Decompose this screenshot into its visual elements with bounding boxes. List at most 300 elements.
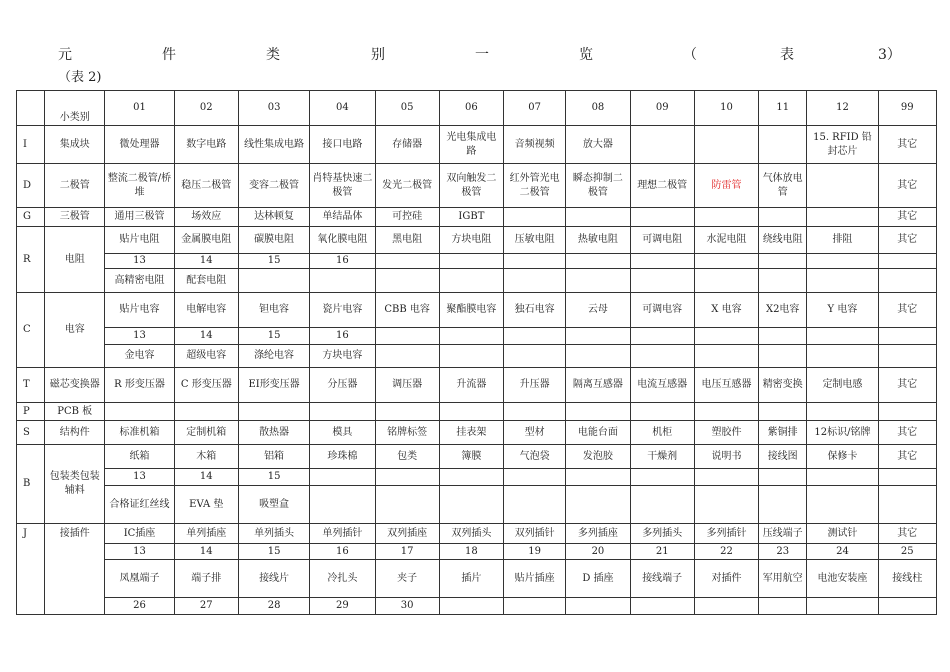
- title-char: 一: [475, 47, 489, 63]
- table-cell: [566, 328, 630, 345]
- table-cell: [807, 598, 878, 615]
- row-code: I: [17, 126, 45, 164]
- table-cell: [878, 469, 936, 486]
- table-cell: [566, 486, 630, 524]
- table-cell: X2电容: [759, 293, 807, 328]
- table-cell: [807, 403, 878, 421]
- table-cell: [807, 164, 878, 208]
- table-cell: 聚酯膜电容: [439, 293, 503, 328]
- table-cell: [630, 345, 694, 368]
- table-cell: 保修卡: [807, 445, 878, 469]
- table-cell: [504, 254, 566, 269]
- table-cell: 隔离互感器: [566, 368, 630, 403]
- table-cell: 双列插针: [504, 524, 566, 544]
- header-col: 11: [759, 91, 807, 126]
- table-cell: 独石电容: [504, 293, 566, 328]
- table-cell: 合格证红丝线: [105, 486, 174, 524]
- table-cell: 方块电阻: [439, 227, 503, 254]
- table-cell: [439, 254, 503, 269]
- table-cell: 精密变换: [759, 368, 807, 403]
- table-cell: [439, 486, 503, 524]
- table-cell: [759, 445, 807, 469]
- table-cell: 压线端子: [759, 524, 807, 544]
- table-cell: [310, 164, 375, 208]
- table-cell: 其它: [878, 524, 936, 544]
- table-cell: 变容二极管: [238, 164, 309, 208]
- table-cell: 冷扎头: [310, 560, 375, 598]
- table-row: [17, 469, 937, 486]
- table-cell: [566, 403, 630, 421]
- header-col: 10: [694, 91, 758, 126]
- table-cell: 模具: [310, 421, 375, 445]
- table-cell: [566, 208, 630, 227]
- table-cell: 稳压二极管: [174, 164, 238, 208]
- table-cell: [694, 403, 758, 421]
- table-cell: 达林顿复: [238, 208, 309, 227]
- table-cell: [375, 469, 439, 486]
- table-cell: [504, 269, 566, 293]
- table-cell: 超级电容: [174, 345, 238, 368]
- header-code-cell: [17, 91, 45, 126]
- table-cell: [807, 269, 878, 293]
- table-row: [17, 560, 937, 598]
- title-char: 件: [162, 47, 176, 63]
- component-category-table: [16, 90, 937, 615]
- table-cell: [878, 328, 936, 345]
- row-category: 接插件: [45, 524, 105, 615]
- table-cell: 21: [630, 544, 694, 560]
- table-cell: 电流互感器: [630, 368, 694, 403]
- table-cell: [878, 269, 936, 293]
- table-cell: 可调电容: [630, 293, 694, 328]
- table-cell: [630, 403, 694, 421]
- table-cell: [759, 403, 807, 421]
- table-cell: [375, 486, 439, 524]
- header-col: 05: [375, 91, 439, 126]
- table-cell: 14: [174, 254, 238, 269]
- table-cell: 接口电路: [310, 126, 375, 164]
- table-row: [17, 227, 937, 254]
- table-cell: 排阻: [807, 227, 878, 254]
- table-cell: [694, 598, 758, 615]
- cell-text: 绕线电阻: [762, 234, 803, 245]
- table-cell: 水泥电阻: [694, 227, 758, 254]
- table-cell: 19: [504, 544, 566, 560]
- row-category: 三极管: [45, 208, 105, 227]
- table-cell: 其它: [878, 421, 936, 445]
- table-cell: 分压器: [310, 368, 375, 403]
- header-col: 09: [630, 91, 694, 126]
- row-category: 结构件: [45, 421, 105, 445]
- table-cell: 接线端子: [630, 560, 694, 598]
- table-cell: [694, 328, 758, 345]
- table-cell: 29: [310, 598, 375, 615]
- table-cell: [759, 328, 807, 345]
- cell-text: 铭牌标签: [387, 426, 428, 438]
- table-cell: [759, 164, 807, 208]
- table-cell: [504, 403, 566, 421]
- table-cell: 升压器: [504, 368, 566, 403]
- table-cell: 15: [238, 328, 309, 345]
- table-cell: 电解电容: [174, 293, 238, 328]
- table-cell: [439, 403, 503, 421]
- row-code: C: [17, 293, 45, 368]
- table-cell: 散热器: [238, 421, 309, 445]
- title-char: 类: [266, 47, 280, 63]
- table-cell: 20: [566, 544, 630, 560]
- table-cell: 方块电容: [310, 345, 375, 368]
- table-cell: [174, 403, 238, 421]
- table-cell: Y 电容: [807, 293, 878, 328]
- table-cell: 22: [694, 544, 758, 560]
- table-cell: [694, 208, 758, 227]
- table-cell: 定制电感: [807, 368, 878, 403]
- table-row: [17, 524, 937, 544]
- table-cell: [759, 598, 807, 615]
- cell-text: 接线图: [767, 450, 798, 462]
- table-cell: 氧化膜电阻: [310, 227, 375, 254]
- table-cell: 高精密电阻: [105, 269, 174, 293]
- table-cell: 标准机箱: [105, 421, 174, 445]
- table-cell: 13: [105, 254, 174, 269]
- table-cell: 说明书: [694, 445, 758, 469]
- title-char: 别: [371, 47, 385, 63]
- table-cell: 其它: [878, 227, 936, 254]
- table-cell: 14: [174, 328, 238, 345]
- table-cell: [694, 269, 758, 293]
- table-cell: 测试针: [807, 524, 878, 544]
- table-cell: 干燥剂: [630, 445, 694, 469]
- table-row: [17, 486, 937, 524]
- table-cell: 金电容: [105, 345, 174, 368]
- table-cell: R 形变压器: [105, 368, 174, 403]
- table-cell: 13: [105, 469, 174, 486]
- table-cell: 双列插头: [439, 524, 503, 544]
- table-cell: [694, 469, 758, 486]
- table-cell: [759, 486, 807, 524]
- table-cell: 多列插座: [566, 524, 630, 544]
- table-row: [17, 445, 937, 469]
- table-cell: [375, 254, 439, 269]
- row-code: T: [17, 368, 45, 403]
- table-cell: 其它: [878, 208, 936, 227]
- row-category: 包装类包装辅料: [45, 445, 105, 524]
- table-cell: 发光二极管: [375, 164, 439, 208]
- table-cell: 15: [238, 469, 309, 486]
- table-cell: 整流二极管/桥堆: [105, 164, 174, 208]
- row-code: B: [17, 445, 45, 524]
- table-cell: [759, 269, 807, 293]
- table-row: [17, 328, 937, 345]
- table-cell: [566, 164, 630, 208]
- table-cell: [504, 598, 566, 615]
- title-char: （: [683, 47, 697, 63]
- table-cell: 插片: [439, 560, 503, 598]
- table-cell: [878, 345, 936, 368]
- table-cell: [759, 254, 807, 269]
- table-cell: [694, 254, 758, 269]
- title-char: 览: [579, 47, 593, 63]
- title-char: 3）: [878, 47, 901, 63]
- table-cell: 其它: [878, 126, 936, 164]
- table-cell: [878, 403, 936, 421]
- table-cell: [566, 269, 630, 293]
- table-cell: [439, 598, 503, 615]
- cell-text: 红外管光电二极管: [509, 172, 560, 198]
- title-char: 元: [58, 47, 72, 63]
- table-cell: [807, 469, 878, 486]
- table-cell: EVA 垫: [174, 486, 238, 524]
- table-row: [17, 269, 937, 293]
- cell-text: 12标识/铭牌: [814, 426, 871, 438]
- cell-text: 定制机箱: [186, 426, 227, 438]
- row-category: 磁芯变换器: [45, 368, 105, 403]
- cell-text: 金属膜电阻: [181, 234, 232, 245]
- table-cell: [694, 486, 758, 524]
- table-cell: [566, 345, 630, 368]
- table-cell: 光电集成电路: [439, 126, 503, 164]
- table-cell: [807, 421, 878, 445]
- table-cell: [238, 269, 309, 293]
- row-code: G: [17, 208, 45, 227]
- table-cell: EI形变压器: [238, 368, 309, 403]
- table-cell: 珍珠棉: [310, 445, 375, 469]
- table-cell: 单列插头: [238, 524, 309, 544]
- table-cell: 单列插针: [310, 524, 375, 544]
- table-cell: 纸箱: [105, 445, 174, 469]
- cell-text: 肖特基快速二极管: [312, 172, 373, 198]
- table-cell: 机柜: [630, 421, 694, 445]
- table-cell: [439, 269, 503, 293]
- table-cell: 多列插头: [630, 524, 694, 544]
- document-title: [58, 44, 901, 64]
- table-cell: [375, 269, 439, 293]
- table-row: [17, 126, 937, 164]
- table-cell: 15. RFID 铅封芯片: [807, 126, 878, 164]
- table-row: [17, 293, 937, 328]
- table-cell: [310, 486, 375, 524]
- table-cell: [566, 254, 630, 269]
- table-cell: D 插座: [566, 560, 630, 598]
- table-cell: C 形变压器: [174, 368, 238, 403]
- table-cell: IC插座: [105, 524, 174, 544]
- table-cell: 其它: [878, 368, 936, 403]
- table-cell: [694, 126, 758, 164]
- table-cell: 木箱: [174, 445, 238, 469]
- table-cell: [630, 269, 694, 293]
- table-cell: 云母: [566, 293, 630, 328]
- table-cell: [807, 345, 878, 368]
- table-row: [17, 164, 937, 208]
- table-cell: 15: [238, 544, 309, 560]
- table-cell: 15: [238, 254, 309, 269]
- table-cell: [759, 469, 807, 486]
- table-cell: 簿膜: [439, 445, 503, 469]
- table-cell: [174, 227, 238, 254]
- header-subcat-label: 小类别: [45, 91, 105, 126]
- table-cell: 可控硅: [375, 208, 439, 227]
- table-cell: [878, 486, 936, 524]
- table-cell: 凤凰端子: [105, 560, 174, 598]
- table-row: [17, 368, 937, 403]
- table-cell: 瓷片电容: [310, 293, 375, 328]
- row-code: J: [17, 524, 45, 615]
- row-category: 二极管: [45, 164, 105, 208]
- table-cell: 16: [310, 544, 375, 560]
- table-cell: 14: [174, 544, 238, 560]
- table-cell: IGBT: [439, 208, 503, 227]
- table-cell: 16: [310, 328, 375, 345]
- row-code: D: [17, 164, 45, 208]
- table-cell: 发泡胶: [566, 445, 630, 469]
- table-cell: 18: [439, 544, 503, 560]
- table-cell: 28: [238, 598, 309, 615]
- table-cell: 铝箱: [238, 445, 309, 469]
- header-col: 04: [310, 91, 375, 126]
- table-cell: 钽电容: [238, 293, 309, 328]
- table-cell: [375, 403, 439, 421]
- table-cell: 对插件: [694, 560, 758, 598]
- table-cell: 塑胶件: [694, 421, 758, 445]
- table-cell: 17: [375, 544, 439, 560]
- table-cell: 单列插座: [174, 524, 238, 544]
- table-cell: 压敏电阻: [504, 227, 566, 254]
- table-cell: 数字电路: [174, 126, 238, 164]
- table-cell: [630, 486, 694, 524]
- row-category: 电阻: [45, 227, 105, 293]
- table-row: [17, 254, 937, 269]
- table-cell: [807, 328, 878, 345]
- table-cell: [174, 421, 238, 445]
- table-cell: [310, 269, 375, 293]
- row-category: 集成块: [45, 126, 105, 164]
- header-col: 99: [878, 91, 936, 126]
- table-cell: 军用航空: [759, 560, 807, 598]
- table-cell: 26: [105, 598, 174, 615]
- table-cell: 24: [807, 544, 878, 560]
- row-code: P: [17, 403, 45, 421]
- cell-text: 紫铜排: [767, 426, 798, 438]
- table-cell: [375, 345, 439, 368]
- table-cell: 理想二极管: [630, 164, 694, 208]
- table-cell: 其它: [878, 445, 936, 469]
- table-cell: 双列插座: [375, 524, 439, 544]
- table-cell: [375, 421, 439, 445]
- title-char: 表: [780, 47, 794, 63]
- table-cell: [694, 345, 758, 368]
- table-cell: [630, 254, 694, 269]
- table-cell: [375, 328, 439, 345]
- table-cell: [807, 486, 878, 524]
- row-category: PCB 板: [45, 403, 105, 421]
- table-cell: 场效应: [174, 208, 238, 227]
- table-cell: 14: [174, 469, 238, 486]
- table-cell: [310, 469, 375, 486]
- table-cell: [504, 208, 566, 227]
- table-cell: [630, 126, 694, 164]
- header-row: [17, 91, 937, 126]
- header-col: 06: [439, 91, 503, 126]
- table-cell: 其它: [878, 164, 936, 208]
- table-cell: 音频视频: [504, 126, 566, 164]
- table-cell: 气泡袋: [504, 445, 566, 469]
- table-cell: [566, 421, 630, 445]
- table-cell: 接线片: [238, 560, 309, 598]
- table-cell: 25: [878, 544, 936, 560]
- table-cell: 涤纶电容: [238, 345, 309, 368]
- table-cell: [238, 403, 309, 421]
- cell-text: 气体放电管: [762, 172, 803, 198]
- table-cell: 型材: [504, 421, 566, 445]
- subtitle: （表 2): [58, 70, 102, 85]
- table-cell: [504, 486, 566, 524]
- table-cell: 升流器: [439, 368, 503, 403]
- table-cell: [807, 254, 878, 269]
- table-cell: 贴片电阻: [105, 227, 174, 254]
- table-cell-highlight: 防雷管: [694, 164, 758, 208]
- cell-text: 瞬态抑制二极管: [572, 172, 623, 198]
- table-cell: 吸塑盒: [238, 486, 309, 524]
- header-col: 08: [566, 91, 630, 126]
- table-cell: 通用三极管: [105, 208, 174, 227]
- table-cell: 黑电阻: [375, 227, 439, 254]
- table-cell: [878, 598, 936, 615]
- table-cell: [759, 227, 807, 254]
- table-cell: [310, 403, 375, 421]
- table-cell: [759, 208, 807, 227]
- table-cell: 可调电阻: [630, 227, 694, 254]
- table-cell: [759, 345, 807, 368]
- cell-text: 电能台面: [577, 426, 618, 438]
- table-cell: 13: [105, 328, 174, 345]
- row-code: R: [17, 227, 45, 293]
- table-cell: [504, 164, 566, 208]
- table-cell: 双向触发二极管: [439, 164, 503, 208]
- table-row: [17, 403, 937, 421]
- table-row: [17, 421, 937, 445]
- table-cell: 夹子: [375, 560, 439, 598]
- table-cell: 端子排: [174, 560, 238, 598]
- table-row: [17, 544, 937, 560]
- table-cell: 30: [375, 598, 439, 615]
- table-cell: 其它: [878, 293, 936, 328]
- table-cell: 电池安装座: [807, 560, 878, 598]
- table-cell: [439, 469, 503, 486]
- table-cell: 配套电阻: [174, 269, 238, 293]
- table-cell: X 电容: [694, 293, 758, 328]
- table-cell: [504, 345, 566, 368]
- table-cell: 单结晶体: [310, 208, 375, 227]
- table-cell: 贴片插座: [504, 560, 566, 598]
- table-cell: 存储器: [375, 126, 439, 164]
- table-cell: 多列插针: [694, 524, 758, 544]
- table-cell: [504, 469, 566, 486]
- table-cell: [630, 598, 694, 615]
- table-cell: 23: [759, 544, 807, 560]
- header-col: 03: [238, 91, 309, 126]
- table-cell: [878, 254, 936, 269]
- table-cell: 调压器: [375, 368, 439, 403]
- table-row: [17, 208, 937, 227]
- table-cell: 16: [310, 254, 375, 269]
- table-cell: [630, 469, 694, 486]
- table-cell: [504, 328, 566, 345]
- table-cell: 线性集成电路: [238, 126, 309, 164]
- header-col: 07: [504, 91, 566, 126]
- table-cell: 13: [105, 544, 174, 560]
- table-cell: 27: [174, 598, 238, 615]
- table-cell: [105, 403, 174, 421]
